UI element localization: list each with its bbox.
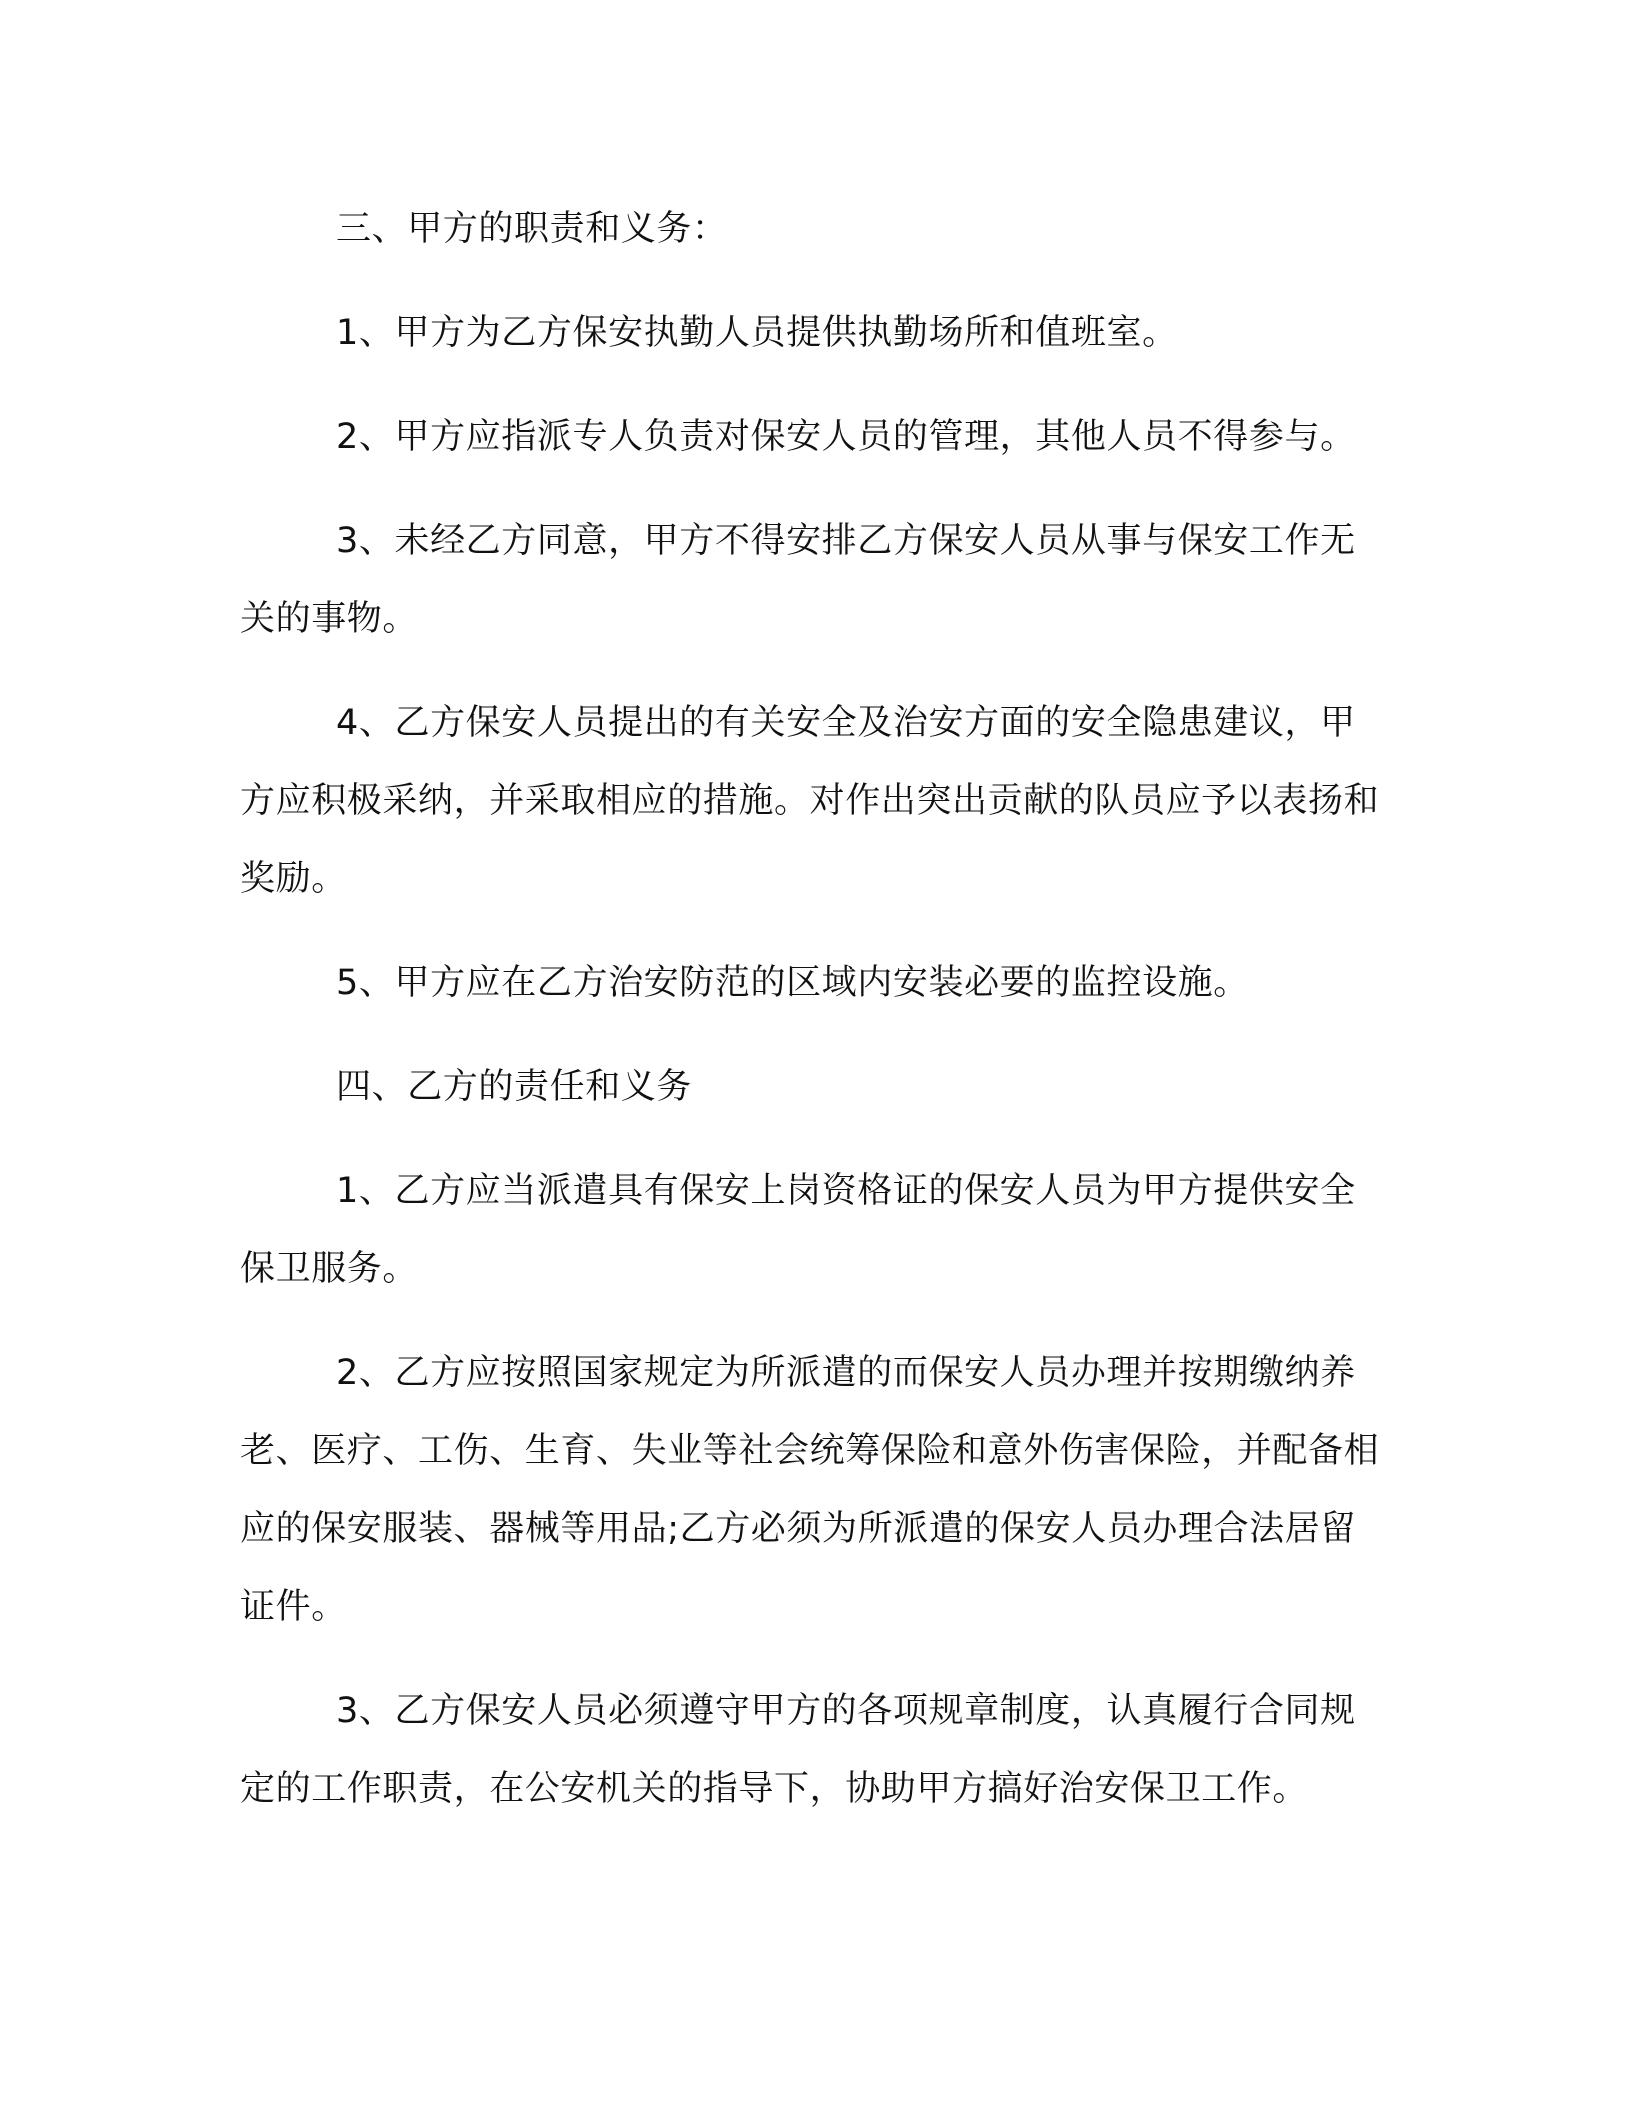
section-4-item-3: 3、乙方保安人员必须遵守甲方的各项规章制度，认真履行合同规定的工作职责，在公安机关的指导下，协助甲方搞好治安保卫工作。 [240, 1691, 1356, 1809]
section-3-item-2: 2、甲方应指派专人负责对保安人员的管理，其他人员不得参与。 [336, 417, 1356, 457]
section-3-item-1: 1、甲方为乙方保安执勤人员提供执勤场所和值班室。 [336, 313, 1178, 353]
section-4-item-1: 1、乙方应当派遣具有保安上岗资格证的保安人员为甲方提供安全保卫服务。 [240, 1171, 1356, 1289]
section-4-heading: 四、乙方的责任和义务 [336, 1067, 693, 1107]
section-3-item-3: 3、未经乙方同意，甲方不得安排乙方保安人员从事与保安工作无关的事物。 [240, 521, 1356, 639]
section-4-item-2: 2、乙方应按照国家规定为所派遣的而保安人员办理并按期缴纳养老、医疗、工伤、生育、失业等社会统筹保险和意外伤害保险，并配备相应的保安服装、器械等用品;乙方必须为所派遣的保安人员办理合法居留证件。 [240, 1353, 1380, 1627]
section-3-item-5: 5、甲方应在乙方治安防范的区域内安装必要的监控设施。 [336, 963, 1249, 1003]
document-body [240, 190, 1380, 1828]
section-3-heading: 三、甲方的职责和义务： [336, 209, 728, 249]
section-3-item-4: 4、乙方保安人员提出的有关安全及治安方面的安全隐患建议，甲方应积极采纳，并采取相应的措施。对作出突出贡献的队员应予以表扬和奖励。 [240, 703, 1380, 899]
